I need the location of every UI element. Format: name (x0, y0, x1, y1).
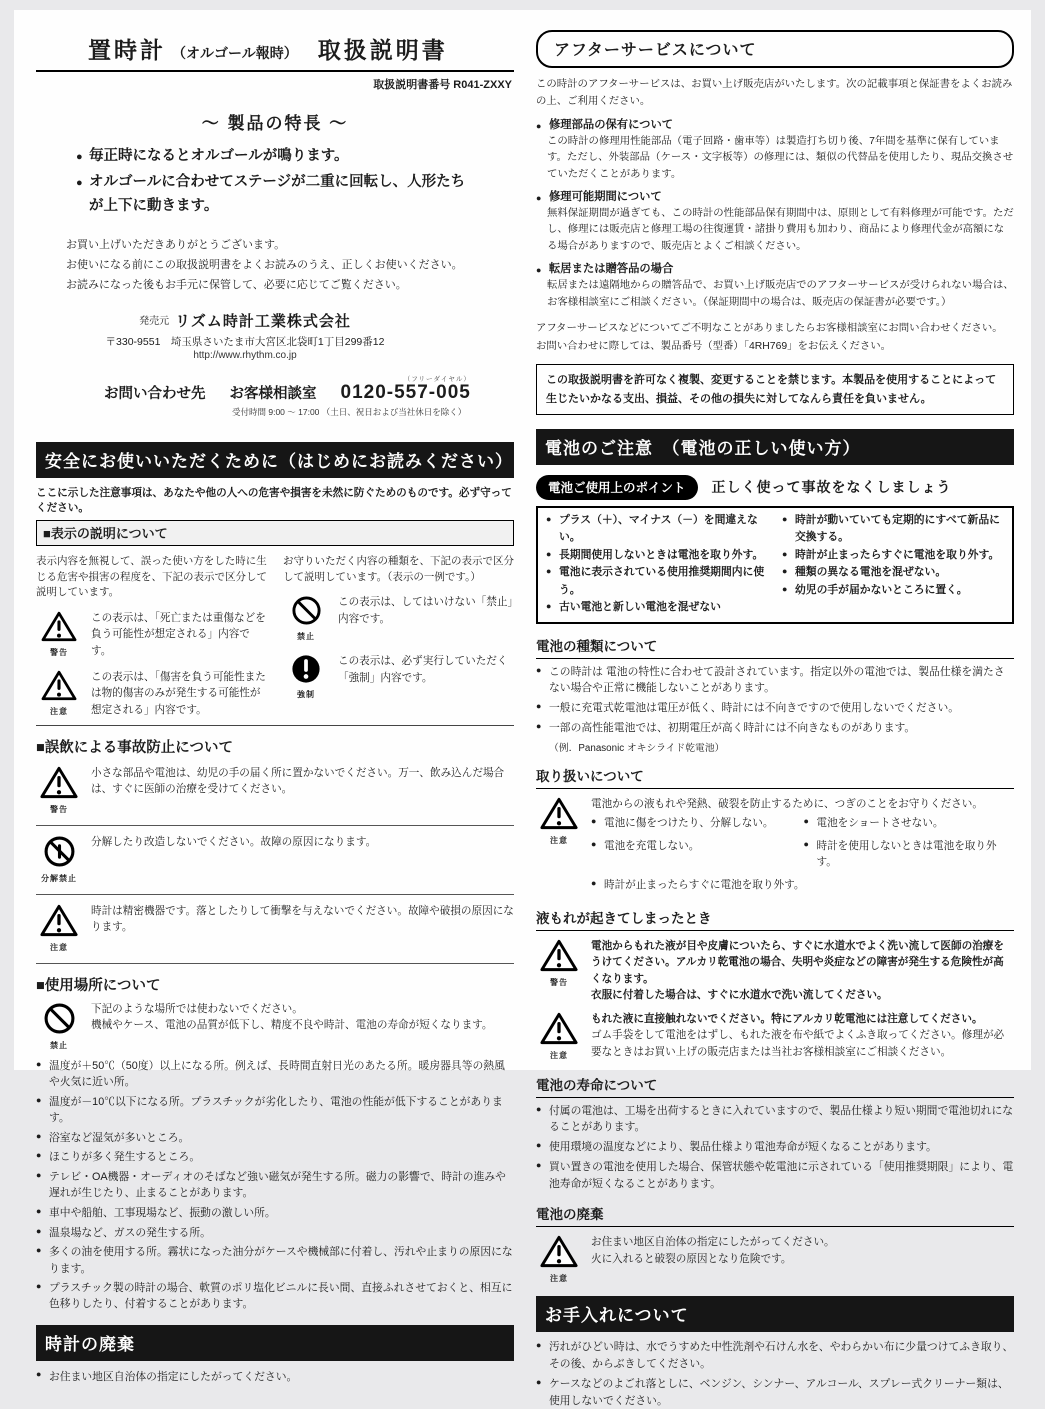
battery-types-heading: 電池の種類について (536, 635, 1014, 659)
leak-caution-text: ゴム手袋をして電池をはずし、もれた液を布や紙でよくふき取ってください。修理が必要なときはお買い上げの販売店または当社お客様相談室にご相談ください。 (591, 1029, 1005, 1058)
contact-hours: 受付時間 9:00 ～ 17:00 （土日、祝日および当社休日を除く） (232, 406, 467, 417)
repair-parts-title: ● 修理部品の保有について (536, 117, 1014, 134)
handling-bullet: ● 時計が止まったらすぐに電池を取り外す。 (591, 877, 1014, 893)
severity-intro: 表示内容を無視して、誤った使い方をした時に生じる危害や損害の程度を、下記の表示で区分して説明しています。 (36, 554, 267, 599)
severity-column (36, 554, 267, 719)
usage-bullet: ● テレビ・OA機器・オーディオのそばなど強い磁気が発生する所。磁力の影響で、時計の進みや遅れが生じたり、止まることがあります。 (36, 1169, 514, 1201)
caution-sign-row (36, 669, 267, 719)
points-left-column (546, 512, 778, 617)
swallow-warning-row (36, 757, 514, 826)
usage-bullet: ● 車中や船舶、工事現場など、振動の激しい所。 (36, 1205, 514, 1221)
swallow-heading: ■誤飲による事故防止について (36, 740, 233, 757)
care-bullet: ● ケースなどのよごれ落としに、ベンジン、シンナー、アルコール、スプレー式クリーナー類は、使用しないでください。 (536, 1376, 1014, 1409)
labels-explained-heading: ■表示の説明について (36, 520, 514, 546)
battery-point: ● 種類の異なる電池を混ぜない。 (782, 564, 1006, 581)
after-service-header: アフターサービスについて (536, 30, 1014, 68)
warning-triangle-icon: 警告 (536, 938, 582, 990)
contact-room: お客様相談室 (229, 385, 317, 402)
battery-type-bullet: ● この時計は 電池の特性に合わせて設計されています。指定以外の電池では、製品仕様を満たさない場合や正常に機能しないことがあります。 (536, 664, 1014, 697)
safety-section-header: 安全にお使いいただくために（はじめにお読みください） (36, 442, 514, 478)
feature-item: ● オルゴールに合わせてステージが二重に回転し、人形たちが上下に動きます。 (76, 171, 476, 219)
care-list (536, 1339, 1014, 1409)
disassembly-prohibition-icon: 分解禁止 (36, 834, 82, 886)
caution-triangle-icon: 注意 (36, 903, 82, 955)
usage-bullet: ● 温度が＋50℃（50度）以上になる所。例えば、長時間直射日光のあたる所。暖房器具等の熱風や火気に近い所。 (36, 1058, 514, 1090)
battery-type-bullet: ● 一般に充電式乾電池は電圧が低く、時計には不向きですので使用しないでください。 (536, 700, 1014, 717)
page-title-subtype: （オルゴール報時） (172, 45, 298, 61)
left-column (36, 30, 514, 1383)
usage-bullet: ● 多くの油を使用する所。霧状になった油分がケースや機械部に付着し、汚れや止まりの原因になります。 (36, 1244, 514, 1276)
leak-caution-row (536, 1011, 1014, 1063)
outro-line: アフターサービスなどについてご不明なことがありましたらお客様相談室にお問い合わせください。 (536, 323, 1003, 334)
repair-parts-body: この時計の修理用性能部品（電子回路・歯車等）は製造打ち切り後、7年間を基準に保有しています。ただし、外装部品（ケース・文字板等）の修理には、類似の代替品を使用したり、現品交換させていただくことがあります。 (547, 135, 1014, 180)
leak-warning-text: 衣服に付着した場合は、すぐに水道水で洗い流してください。 (591, 989, 888, 1002)
battery-types-list (536, 664, 1014, 754)
battery-point: ● 古い電池と新しい電池を混ぜない (546, 599, 778, 616)
repair-period-title: ● 修理可能期間について (536, 189, 1014, 206)
warning-triangle-icon: 警告 (36, 610, 82, 660)
leak-warning-row (536, 938, 1014, 1004)
after-service-lead: この時計のアフターサービスは、お買い上げ販売店がいたします。次の記載事項と保証書をよくお読みの上、ご利用ください。 (536, 79, 1013, 107)
usage-place-heading: ■使用場所について (36, 978, 161, 995)
battery-life-list (536, 1103, 1014, 1193)
intro-line: お買い上げいただきありがとうございます。 (66, 238, 286, 251)
warning-sign-text: この表示は、「死亡または重傷などを負う可能性が想定される」内容です。 (91, 612, 266, 657)
prohibit-sign-text: この表示は、してはいけない「禁止」内容です。 (338, 596, 513, 625)
clock-disposal-bullet: ● お住まい地区自治体の指定にしたがってください。 (36, 1369, 514, 1384)
usage-bullet: ● プラスチック製の時計の場合、軟質のポリ塩化ビニルに長い間、直接ふれさせておくと、相互に色移りしたり、付着することがあります。 (36, 1280, 514, 1312)
swallow-warning-text: 小さな部品や電池は、幼児の手の届く所に置かないでください。万一、飲み込んだ場合は、すぐに医師の治療を受けてください。 (91, 767, 505, 796)
warning-triangle-icon: 警告 (36, 765, 82, 817)
battery-disposal-content (591, 1234, 1014, 1267)
battery-type-bullet: ● 一部の高性能電池では、初期電圧が高く時計には不向きなものがあります。 (536, 720, 1014, 737)
manual-page (14, 10, 1031, 1407)
battery-disposal-row (536, 1234, 1014, 1286)
copyright-notice-box: この取扱説明書を許可なく複製、変更することを禁じます。本製品を使用することによって生じたいかなる支出、損益、その他の損失に対してなんら責任を負いません。 (536, 364, 1014, 414)
handling-intro: 電池からの液もれや発熱、破裂を防止するために、つぎのことをお守りください。 (591, 797, 983, 810)
usage-bullet: ● 温泉場など、ガスの発生する所。 (36, 1225, 514, 1241)
title-block (36, 30, 514, 72)
publisher-label: 発売元 (139, 315, 170, 327)
handling-bullet: ● 時計を使用しないときは電池を取り外す。 (804, 838, 1015, 871)
battery-life-bullet: ● 使用環境の温度などにより、製品仕様より電池寿命が短くなることがあります。 (536, 1139, 1014, 1156)
battery-handling-heading: 取り扱いについて (536, 765, 1014, 789)
usage-prohibit-row (36, 1001, 514, 1053)
battery-disposal-line: お住まい地区自治体の指定にしたがってください。 (591, 1236, 835, 1249)
leak-caution-bold: もれた液に直接触れないでください。特にアルカリ乾電池には注意してください。 (591, 1012, 983, 1025)
usage-prohibit-line: 下記のような場所では使わないでください。 (91, 1003, 303, 1016)
leak-caution-content (591, 1011, 1014, 1060)
disassembly-text: 分解したり改造しないでください。故障の原因になります。 (91, 836, 377, 849)
battery-point: ● 幼児の手が届かないところに置く。 (782, 582, 1006, 599)
battery-life-bullet: ● 付属の電池は、工場を出荷するときに入れていますので、製品仕様より短い期間で電池切れになることがあります。 (536, 1103, 1014, 1136)
handling-bullet: ● 電池を充電しない。 (591, 838, 802, 871)
usage-bullet-list (36, 1058, 514, 1313)
mandatory-icon: 強制 (283, 653, 329, 702)
care-section-header: お手入れについて (536, 1296, 1014, 1332)
battery-point: ● 長期間使用しないときは電池を取り外す。 (546, 547, 778, 564)
shock-caution-row (36, 895, 514, 964)
manual-number: 取扱説明書番号 R041-ZXXY (373, 79, 512, 91)
caution-triangle-icon: 注意 (536, 796, 582, 848)
points-right-column (782, 512, 1006, 617)
handling-bullet: ● 電池に傷をつけたり、分解しない。 (591, 815, 802, 831)
battery-life-heading: 電池の寿命について (536, 1074, 1014, 1098)
mandatory-sign-text: この表示は、必ず実行していただく「強制」内容です。 (338, 655, 508, 684)
intro-text (66, 235, 514, 296)
handling-bullet-grid (591, 812, 1014, 873)
leak-warning-text: 電池からもれた液が目や皮膚についたら、すぐに水道水でよく洗い流して医師の治療をうけてください。アルカリ乾電池の場合、失明や炎症などの障害が発生する危険性が高くなります。 (591, 940, 1004, 985)
free-dial-note: （フリーダイヤル） (403, 375, 471, 383)
warning-sign-row (36, 610, 267, 660)
page-title-doc-type: 取扱説明書 (317, 37, 448, 63)
type-column (283, 554, 514, 719)
contact-phone: 0120-557-005 (340, 381, 471, 403)
contact-label: お問い合わせ先 (104, 385, 206, 402)
after-service-outro (536, 320, 1014, 355)
right-column (536, 30, 1014, 1407)
care-bullet: ● 汚れがひどい時は、水でうすめた中性洗剤や石けん水を、やわらかい布に少量つけてふき取り、その後、からぶきしてください。 (536, 1339, 1014, 1372)
features-heading: ～ 製品の特長 ～ (201, 114, 349, 133)
intro-line: お使いになる前にこの取扱説明書をよくお読みのうえ、正しくお使いください。 (66, 259, 463, 272)
caution-triangle-icon: 注意 (536, 1234, 582, 1286)
handling-bullet: ● 電池をショートさせない。 (804, 815, 1015, 831)
feature-item: ● 毎正時になるとオルゴールが鳴ります。 (76, 145, 476, 169)
battery-life-bullet: ● 買い置きの電池を使用した場合、保管状態や乾電池に示されている「使用推奨期限」により、電池寿命が短くなることがあります。 (536, 1159, 1014, 1192)
caution-triangle-icon: 注意 (536, 1011, 582, 1063)
publisher-name: リズム時計工業株式会社 (175, 312, 351, 330)
battery-disposal-heading: 電池の廃棄 (536, 1203, 1014, 1227)
relocation-body: 転居または遠隔地からの贈答品で、お買い上げ販売店でのアフターサービスが受けられない場合は、お客様相談室にご相談ください。（保証期間中の場合は、販売店の保証書が必要です。） (547, 280, 1014, 308)
prohibition-icon: 禁止 (36, 1001, 82, 1053)
battery-point: ● プラス（＋）、マイナス（－）を間違えない。 (546, 512, 778, 547)
battery-type-example-note: （例．Panasonic オキシライド乾電池） (549, 742, 725, 754)
caution-sign-text: この表示は、「傷害を負う可能性または物的傷害のみが発生する可能性が想定される」内容です。 (91, 671, 266, 716)
battery-point: ● 時計が動いていても定期的にすべて新品に交換する。 (782, 512, 1006, 547)
shock-caution-text: 時計は精密機器です。落としたりして衝撃を与えないでください。故障や破損の原因になります。 (91, 905, 514, 934)
relocation-title: ● 転居または贈答品の場合 (536, 261, 1014, 278)
battery-points-row (536, 475, 1014, 500)
prohibition-icon: 禁止 (283, 594, 329, 644)
leak-warning-content (591, 938, 1014, 1004)
usage-bullet: ● 温度が－10℃以下になる所。プラスチックが劣化したり、電池の性能が低下することがあります。 (36, 1094, 514, 1126)
battery-point: ● 電池に表示されている使用推奨期間内に使う。 (546, 564, 778, 599)
usage-prohibit-text (91, 1001, 514, 1034)
battery-points-pill: 電池ご使用上のポイント (536, 475, 698, 500)
battery-points-box (536, 506, 1014, 624)
clock-disposal-header: 時計の廃棄 (36, 1325, 514, 1361)
publisher-url: http://www.rhythm.co.jp (193, 349, 297, 361)
usage-bullet: ● 浴室など湿気が多いところ。 (36, 1130, 514, 1146)
safety-lead: ここに示した注意事項は、あなたや他の人への危害や損害を未然に防ぐためのものです。必ず守ってください。 (36, 486, 512, 514)
publisher-block (36, 310, 514, 361)
intro-line: お読みになった後もお手元に保管して、必要に応じてご覧ください。 (66, 279, 407, 292)
page-title: 置時計 (88, 37, 166, 63)
battery-leak-heading: 液もれが起きてしまったとき (536, 907, 1014, 931)
battery-disposal-line: 火に入れると破裂の原因となり危険です。 (591, 1252, 792, 1265)
caution-triangle-icon: 注意 (36, 669, 82, 719)
disassembly-row (36, 826, 514, 895)
battery-points-slogan: 正しく使って事故をなくしましょう (711, 479, 952, 496)
battery-point: ● 時計が止まったらすぐに電池を取り外す。 (782, 547, 1006, 564)
usage-bullet: ● ほこりが多く発生するところ。 (36, 1149, 514, 1165)
mandatory-sign-row (283, 653, 514, 702)
outro-line-model-number: お問い合わせに際しては、製品番号（型番）「4RH769」をお伝えください。 (536, 340, 892, 352)
labels-explained-grid (36, 554, 514, 726)
battery-section-header: 電池のご注意 （電池の正しい使い方） (536, 429, 1014, 465)
type-intro: お守りいただく内容の種類を、下記の表示で区分して説明しています。（表示の一例です。） (283, 554, 514, 583)
repair-period-body: 無料保証期間が過ぎても、この時計の性能部品保有期間中は、原則として有料修理が可能です。ただし、修理には販売店と修理工場の往復運賃・諸掛り費用も加わり、商品により修理代金が高額になる場合がありますので、販売店とよくご相談ください。 (547, 207, 1014, 252)
handling-content (591, 796, 1014, 897)
prohibit-sign-row (283, 594, 514, 644)
contact-block (104, 374, 514, 418)
handling-caution-row (536, 796, 1014, 897)
publisher-address: 〒330-9551 埼玉県さいたま市大宮区北袋町1丁目299番12 (105, 335, 385, 348)
usage-prohibit-line: 機械やケース、電池の品質が低下し、精度不良や時計、電池の寿命が短くなります。 (91, 1019, 493, 1032)
